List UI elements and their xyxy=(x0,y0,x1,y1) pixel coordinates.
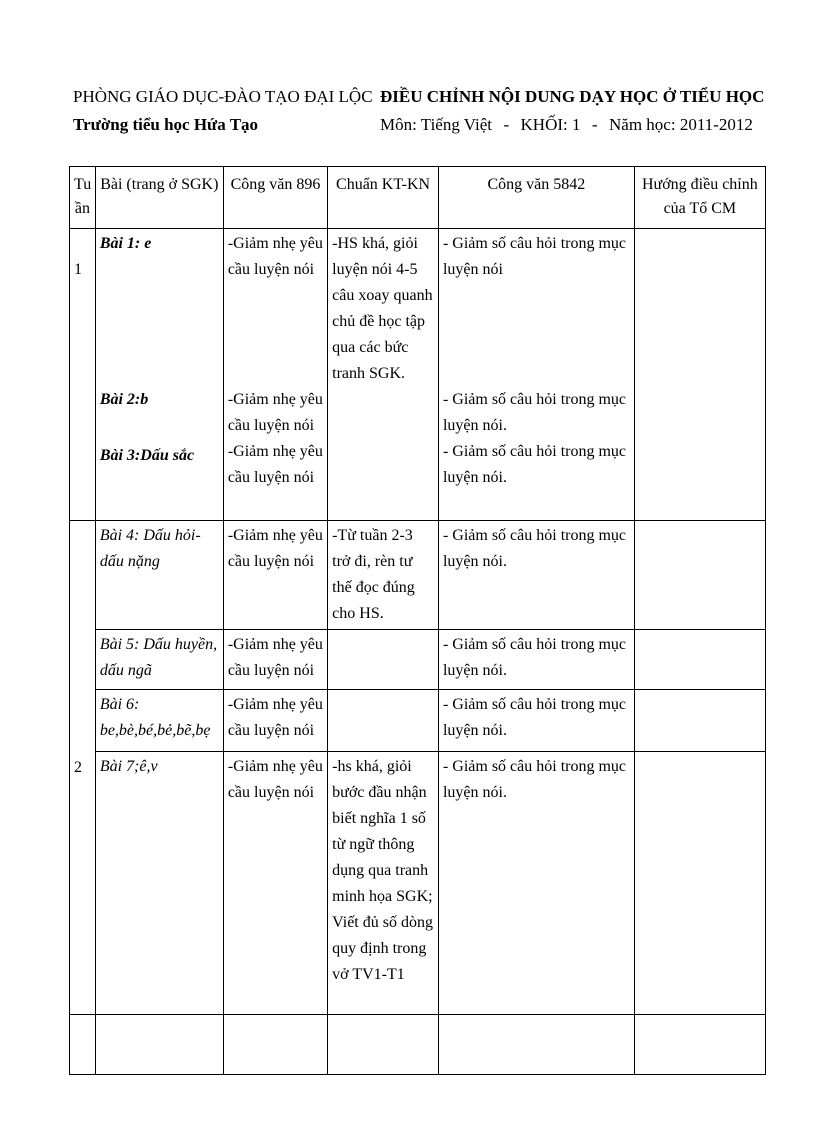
cv896-cell: -Giảm nhẹ yêu cầu luyện nói xyxy=(223,690,327,752)
week-number: 1 xyxy=(70,229,96,521)
adjustment-cell xyxy=(634,690,765,752)
lesson-title: Bài 3:Dấu sắc xyxy=(99,447,195,464)
ktkn-cell: -Từ tuần 2-3 trở đi, rèn tư thế đọc đúng cho HS. xyxy=(328,521,439,630)
col-header-adjustment: Hướng điều chỉnh của Tổ CM xyxy=(634,167,765,229)
table-row xyxy=(70,690,766,752)
cv896-cell: -Giảm nhẹ yêu cầu luyện nói xyxy=(223,521,327,630)
table-row xyxy=(70,752,766,1015)
lesson-title: Bài 5: Dấu huyền, dấu ngã xyxy=(95,630,223,690)
empty-row xyxy=(70,1015,766,1075)
table-header-row xyxy=(70,167,766,229)
cv5842-cell: - Giảm số câu hỏi trong mục luyện nói. xyxy=(438,752,634,1015)
col-header-ktkn: Chuẩn KT-KN xyxy=(328,167,439,229)
col-header-cv5842: Công văn 5842 xyxy=(438,167,634,229)
separator: - xyxy=(591,115,598,134)
cv5842-cell: - Giảm số câu hỏi trong mục luyện nói. xyxy=(438,690,634,752)
adjustment-cell xyxy=(634,229,765,521)
adjustment-cell xyxy=(634,521,765,630)
lesson-title: Bài 7;ê,v xyxy=(95,752,223,1015)
office-name: PHÒNG GIÁO DỤC-ĐÀO TẠO ĐẠI LỘC xyxy=(73,87,373,106)
cv896-cell: -Giảm nhẹ yêu cầu luyện nói xyxy=(223,630,327,690)
table-row xyxy=(70,229,766,521)
cv5842-cell: - Giảm số câu hỏi trong mục luyện nói - Giảm số câu hỏi trong mục luyện nói. - Giảm số câu hỏi trong mục luyện nói. xyxy=(438,229,634,521)
cv5842-cell: - Giảm số câu hỏi trong mục luyện nói. xyxy=(438,630,634,690)
ktkn-cell xyxy=(328,690,439,752)
adjustment-cell xyxy=(634,752,765,1015)
school-year: Năm học: 2011-2012 xyxy=(609,115,753,134)
ktkn-cell: -HS khá, giỏi luyện nói 4-5 câu xoay quanh chủ đề học tập qua các bức tranh SGK. xyxy=(328,229,439,521)
lesson-title: Bài 1: e xyxy=(99,235,152,252)
ktkn-cell xyxy=(328,630,439,690)
adjustment-table xyxy=(69,166,766,1075)
document-title: ĐIỀU CHỈNH NỘI DUNG DẠY HỌC Ở TIỂU HỌC xyxy=(380,87,765,106)
adjustment-cell xyxy=(634,630,765,690)
grade-label: KHỐI: 1 xyxy=(520,115,581,134)
lesson-cell xyxy=(95,229,223,521)
school-name: Trường tiểu học Hứa Tạo xyxy=(73,115,259,134)
ktkn-cell: -hs khá, giỏi bước đầu nhận biết nghĩa 1 số từ ngữ thông dụng qua tranh minh họa SGK; Viết đủ số dòng quy định trong vở TV1-T1 xyxy=(328,752,439,1015)
lesson-title: Bài 4: Dấu hỏi-dấu nặng xyxy=(95,521,223,630)
col-header-week: Tu ần xyxy=(70,167,96,229)
col-header-cv896: Công văn 896 xyxy=(223,167,327,229)
col-header-lesson: Bài (trang ở SGK) xyxy=(95,167,223,229)
cv896-cell: -Giảm nhẹ yêu cầu luyện nói xyxy=(223,752,327,1015)
separator: - xyxy=(503,115,510,134)
lesson-title: Bài 6: be,bè,bé,bẻ,bẽ,bẹ xyxy=(95,690,223,752)
cv896-cell: -Giảm nhẹ yêu cầu luyện nói -Giảm nhẹ yêu cầu luyện nói -Giảm nhẹ yêu cầu luyện nói xyxy=(223,229,327,521)
week-number: 2 xyxy=(70,521,96,1015)
document-subtitle xyxy=(380,114,753,136)
table-row xyxy=(70,630,766,690)
cv5842-cell: - Giảm số câu hỏi trong mục luyện nói. xyxy=(438,521,634,630)
lesson-title: Bài 2:b xyxy=(99,391,149,408)
table-row xyxy=(70,521,766,630)
subject-label: Môn: Tiếng Việt xyxy=(380,115,493,134)
